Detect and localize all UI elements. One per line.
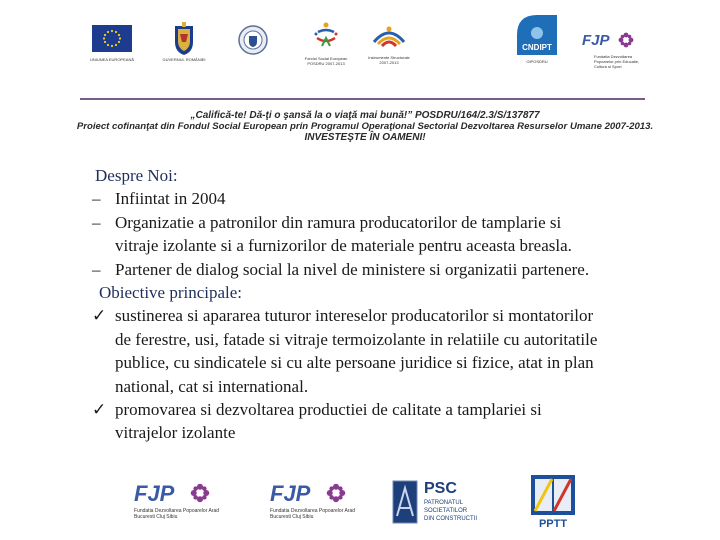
about-item-continuation xyxy=(95,234,695,257)
dash-bullet: – xyxy=(92,189,101,209)
eu-flag-icon xyxy=(92,25,132,52)
fjp-footer-caption-2: Fundatia Dezvoltarea Popoarelor Arad Bucuresti Cluj Sibiu xyxy=(270,508,356,520)
eu-flag-logo xyxy=(92,25,132,52)
objective-item xyxy=(92,304,695,327)
about-item xyxy=(92,187,695,210)
about-item-text: Partener de dialog social la nivel de ministere si organizatii partenere. xyxy=(115,259,590,279)
cndipt-logo xyxy=(517,15,557,57)
objective-continuation xyxy=(95,375,695,398)
fjp-header-text: FJP xyxy=(582,32,610,49)
fjp-footer-caption-1: Fundatia Dezvoltarea Popoarelor Arad Bucuresti Cluj Sibiu xyxy=(134,508,220,520)
structural-instruments-caption: Instrumente Structurale 2007-2013 xyxy=(368,55,410,65)
about-item xyxy=(92,258,695,281)
objectives-heading: Obiective principale: xyxy=(99,283,243,303)
about-item-text: Organizatie a patronilor din ramura producatorilor de tamplarie si xyxy=(115,212,562,232)
dash-bullet: – xyxy=(92,212,101,232)
government-caption: GUVERNUL ROMÂNIEI xyxy=(162,57,206,62)
objective-text: publice, cu sindicatele si cu alte persoane juridice si fizice, atat in plan xyxy=(115,353,594,373)
cndipt-name: CNDIPT xyxy=(522,43,552,52)
fjp-header-logo xyxy=(582,32,638,52)
psc-logo xyxy=(392,480,502,525)
structural-instruments-icon xyxy=(372,22,406,52)
about-item-text: Infiintat in 2004 xyxy=(115,189,226,209)
about-item-text: vitraje izolante si a furnizorilor de materiale pentru aceasta breasla. xyxy=(115,236,572,256)
pptt-name: PPTT xyxy=(538,518,568,530)
psc-caption-line-2: SOCIETATILOR xyxy=(424,508,468,514)
fjp-footer-logo-1 xyxy=(134,481,224,521)
ministry-seal-logo xyxy=(238,25,268,55)
flower-icon xyxy=(326,483,346,503)
pptt-logo xyxy=(528,474,578,532)
government-crest-logo xyxy=(172,22,196,56)
psc-caption-line-1: PATRONATUL xyxy=(424,500,464,506)
header-divider xyxy=(80,98,645,100)
flower-icon xyxy=(618,32,634,48)
fjp-footer-text: FJP xyxy=(270,481,311,506)
eu-caption: UNIUNEA EUROPEANĂ xyxy=(89,57,134,62)
objective-text: vitrajelor izolante xyxy=(115,423,236,443)
flower-icon xyxy=(190,483,210,503)
main-content xyxy=(92,164,695,445)
coat-of-arms-icon xyxy=(172,22,196,56)
project-title: „Califică-te! Dă-ţi o şansă la o viaţă mai bună!” POSDRU/164/2.3/S/137877 xyxy=(190,110,540,121)
structural-instruments-logo xyxy=(372,22,406,52)
ministry-seal-icon xyxy=(238,25,268,55)
objective-text: sustinerea si apararea tuturor intereselor producatorilor si montatorilor xyxy=(115,306,594,326)
checkmark-icon: ✓ xyxy=(92,306,107,326)
objective-item xyxy=(92,398,695,421)
psc-caption-line-3: DIN CONSTRUCTII xyxy=(424,516,477,522)
fjp-footer-logo-2 xyxy=(270,481,360,521)
objective-continuation xyxy=(95,328,695,351)
fse-caption: Fondul Social European POSDRU 2007-2013 xyxy=(304,56,348,66)
about-item xyxy=(92,211,695,234)
psc-name: PSC xyxy=(424,480,457,497)
dash-bullet: – xyxy=(92,259,101,279)
fjp-footer-text: FJP xyxy=(134,481,175,506)
objective-continuation xyxy=(95,421,695,444)
objective-text: promovarea si dezvoltarea productiei de calitate a tamplariei si xyxy=(115,400,542,420)
fse-logo xyxy=(308,20,344,52)
objective-text: national, cat si international. xyxy=(115,376,309,396)
pptt-window-icon xyxy=(530,474,576,516)
fse-people-icon xyxy=(308,20,344,52)
about-heading: Despre Noi: xyxy=(95,166,178,185)
objective-continuation xyxy=(95,351,695,374)
project-cofinancing-line: Proiect cofinanţat din Fondul Social European prin Programul Operaţional Sectorial Dezvoltarea Resurselor Umane 2007-2013. xyxy=(76,121,654,132)
checkmark-icon: ✓ xyxy=(92,400,107,420)
fjp-header-caption: Fundatia Dezvoltarea Popoarelor prin Educatie, Cultura si Sport xyxy=(594,54,640,69)
psc-emblem-icon xyxy=(392,480,418,524)
objective-text: de ferestre, usi, fatade si vitraje termoizolante in relatiile cu autoritatile xyxy=(115,329,598,349)
cndipt-caption: OIPOSDRU xyxy=(526,59,548,64)
project-slogan: INVESTEŞTE ÎN OAMENI! xyxy=(304,132,426,143)
